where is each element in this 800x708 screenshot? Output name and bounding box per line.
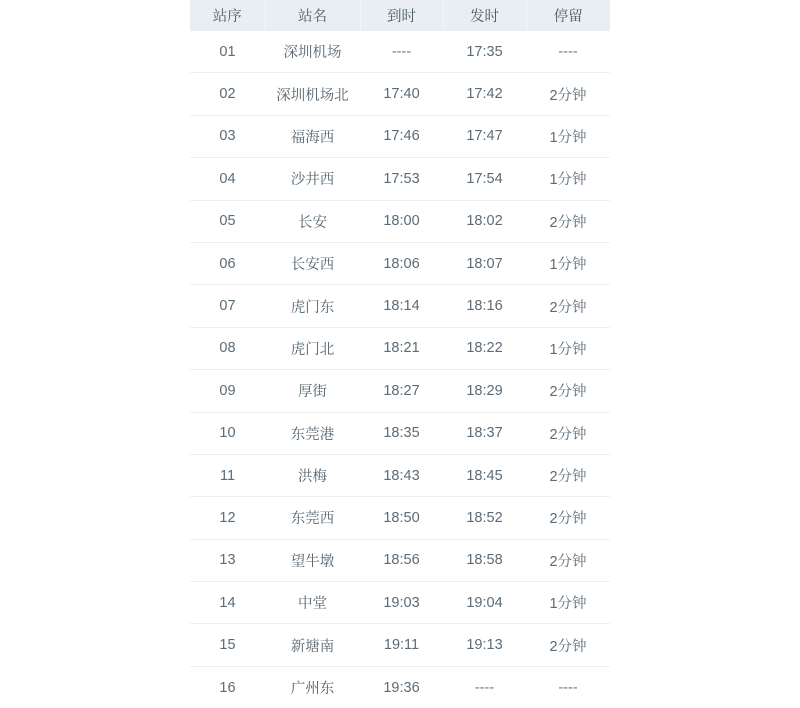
cell-sequence: 10 [190,412,265,454]
cell-sequence: 01 [190,31,265,73]
column-header-arrival-time: 到时 [360,0,443,31]
cell-stop-duration: 1分钟 [526,242,610,284]
cell-stop-duration: ---- [526,31,610,73]
table-row [190,327,610,369]
cell-departure-time: 18:52 [443,497,526,539]
cell-station-name: 沙井西 [265,158,360,200]
cell-arrival-time: 18:06 [360,242,443,284]
cell-sequence: 06 [190,242,265,284]
cell-stop-duration: 1分钟 [526,115,610,157]
cell-station-name: 东莞西 [265,497,360,539]
cell-departure-time: 18:37 [443,412,526,454]
cell-station-name: 中堂 [265,582,360,624]
train-schedule-container [190,0,610,708]
cell-sequence: 16 [190,666,265,708]
cell-arrival-time: 17:46 [360,115,443,157]
cell-stop-duration: 1分钟 [526,158,610,200]
cell-stop-duration: 2分钟 [526,370,610,412]
cell-stop-duration: 2分钟 [526,73,610,115]
cell-departure-time: 18:29 [443,370,526,412]
cell-station-name: 广州东 [265,666,360,708]
cell-station-name: 望牛墩 [265,539,360,581]
cell-station-name: 东莞港 [265,412,360,454]
table-row [190,454,610,496]
table-row [190,539,610,581]
cell-arrival-time: 17:40 [360,73,443,115]
table-row [190,242,610,284]
table-row [190,73,610,115]
cell-sequence: 02 [190,73,265,115]
cell-departure-time: 17:42 [443,73,526,115]
table-row [190,285,610,327]
cell-station-name: 长安西 [265,242,360,284]
cell-sequence: 11 [190,454,265,496]
cell-station-name: 深圳机场北 [265,73,360,115]
cell-sequence: 12 [190,497,265,539]
cell-arrival-time: 19:11 [360,624,443,666]
cell-arrival-time: 18:56 [360,539,443,581]
cell-arrival-time: 18:14 [360,285,443,327]
cell-stop-duration: 2分钟 [526,412,610,454]
cell-stop-duration: 2分钟 [526,200,610,242]
table-header [190,0,610,31]
table-row [190,412,610,454]
cell-departure-time: 17:47 [443,115,526,157]
cell-sequence: 05 [190,200,265,242]
table-row [190,115,610,157]
cell-sequence: 15 [190,624,265,666]
cell-sequence: 08 [190,327,265,369]
cell-sequence: 03 [190,115,265,157]
table-row [190,624,610,666]
column-header-departure-time: 发时 [443,0,526,31]
cell-departure-time: 18:16 [443,285,526,327]
cell-arrival-time: ---- [360,31,443,73]
column-header-station-name: 站名 [265,0,360,31]
cell-arrival-time: 17:53 [360,158,443,200]
cell-stop-duration: 2分钟 [526,497,610,539]
cell-departure-time: 17:54 [443,158,526,200]
cell-departure-time: 18:45 [443,454,526,496]
cell-arrival-time: 18:50 [360,497,443,539]
cell-sequence: 13 [190,539,265,581]
cell-stop-duration: 1分钟 [526,327,610,369]
cell-arrival-time: 19:36 [360,666,443,708]
table-row [190,666,610,708]
cell-sequence: 07 [190,285,265,327]
cell-departure-time: 18:07 [443,242,526,284]
table-row [190,370,610,412]
cell-departure-time: 18:22 [443,327,526,369]
table-row [190,582,610,624]
cell-sequence: 14 [190,582,265,624]
cell-departure-time: 19:13 [443,624,526,666]
column-header-sequence: 站序 [190,0,265,31]
table-header-row [190,0,610,31]
cell-sequence: 09 [190,370,265,412]
table-row [190,158,610,200]
cell-arrival-time: 18:00 [360,200,443,242]
cell-station-name: 新塘南 [265,624,360,666]
cell-station-name: 洪梅 [265,454,360,496]
cell-station-name: 虎门北 [265,327,360,369]
cell-station-name: 长安 [265,200,360,242]
cell-stop-duration: 2分钟 [526,539,610,581]
cell-stop-duration: ---- [526,666,610,708]
cell-stop-duration: 1分钟 [526,582,610,624]
cell-arrival-time: 18:43 [360,454,443,496]
cell-sequence: 04 [190,158,265,200]
cell-stop-duration: 2分钟 [526,454,610,496]
cell-stop-duration: 2分钟 [526,624,610,666]
cell-departure-time: 17:35 [443,31,526,73]
table-body [190,31,610,708]
cell-arrival-time: 18:21 [360,327,443,369]
cell-arrival-time: 18:35 [360,412,443,454]
cell-station-name: 厚街 [265,370,360,412]
cell-departure-time: 18:02 [443,200,526,242]
column-header-stop-duration: 停留 [526,0,610,31]
cell-arrival-time: 18:27 [360,370,443,412]
cell-departure-time: 18:58 [443,539,526,581]
table-row [190,31,610,73]
cell-stop-duration: 2分钟 [526,285,610,327]
cell-departure-time: 19:04 [443,582,526,624]
cell-departure-time: ---- [443,666,526,708]
cell-station-name: 福海西 [265,115,360,157]
train-schedule-table [190,0,610,708]
table-row [190,200,610,242]
cell-arrival-time: 19:03 [360,582,443,624]
cell-station-name: 深圳机场 [265,31,360,73]
cell-station-name: 虎门东 [265,285,360,327]
table-row [190,497,610,539]
